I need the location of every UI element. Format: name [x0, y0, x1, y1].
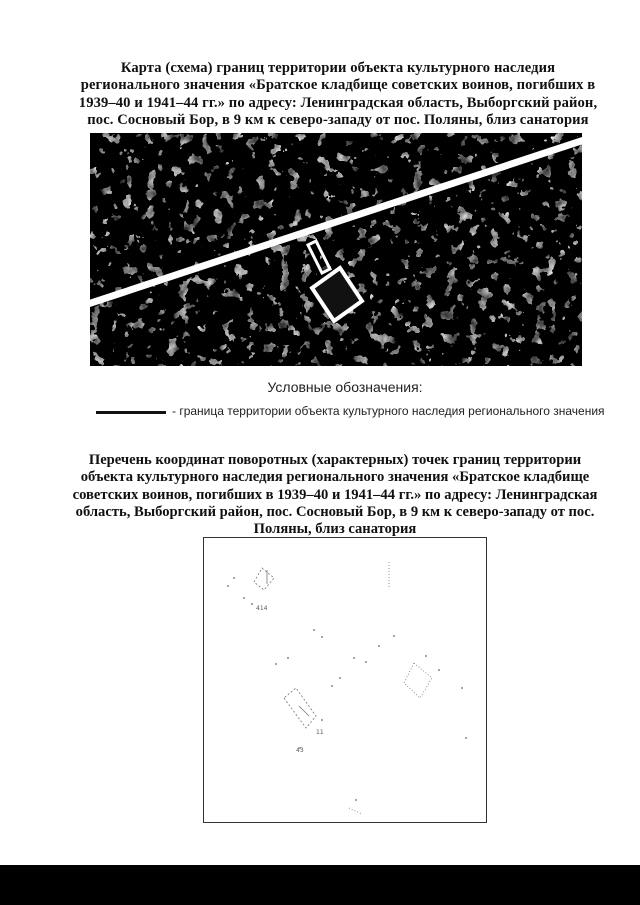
- legend-item-text: - граница территории объекта культурного наследия регионального значения: [172, 404, 605, 418]
- list-title-line: Поляны, близ санатория: [253, 521, 417, 538]
- scheme-faint-lines: [254, 562, 432, 814]
- list-title-line: область, Выборгский район, пос. Сосновый Бор, в 9 км к северо-западу от пос.: [75, 503, 595, 520]
- list-title-line: Перечень координат поворотных (характерных) точек границ территории: [88, 452, 582, 468]
- scheme-svg: [204, 538, 486, 822]
- boundary-scheme: [203, 537, 487, 823]
- list-title-line: объекта культурного наследия регионального значения «Братское кладбище: [80, 469, 590, 486]
- map-title: [58, 60, 618, 129]
- map-title-line: пос. Сосновый Бор, в 9 км к северо-западу от пос. Поляны, близ санатория: [87, 111, 589, 128]
- map-title-line: регионального значения «Братское кладбище советских воинов, погибших в: [80, 77, 596, 94]
- legend-item: [96, 404, 616, 420]
- scheme-point-label: 11: [316, 729, 324, 736]
- scheme-point-label: 43: [296, 747, 304, 754]
- bottom-black-band: [0, 865, 640, 905]
- list-title-line: советских воинов, погибших в 1939–40 и 1941–44 гг.» по адресу: Ленинградская: [72, 486, 598, 503]
- map-title-line: 1939–40 и 1941–44 гг.» по адресу: Ленинградская область, Выборгский район,: [78, 94, 598, 111]
- scheme-point-label: 414: [256, 605, 268, 612]
- legend-title: Условные обозначения:: [267, 379, 423, 395]
- coordinates-list-title: [45, 452, 625, 538]
- aerial-photo-map: [90, 133, 582, 366]
- aerial-photo-svg: [90, 133, 582, 366]
- boundary-line-symbol: [96, 411, 166, 414]
- map-title-line: Карта (схема) границ территории объекта культурного наследия: [120, 60, 556, 76]
